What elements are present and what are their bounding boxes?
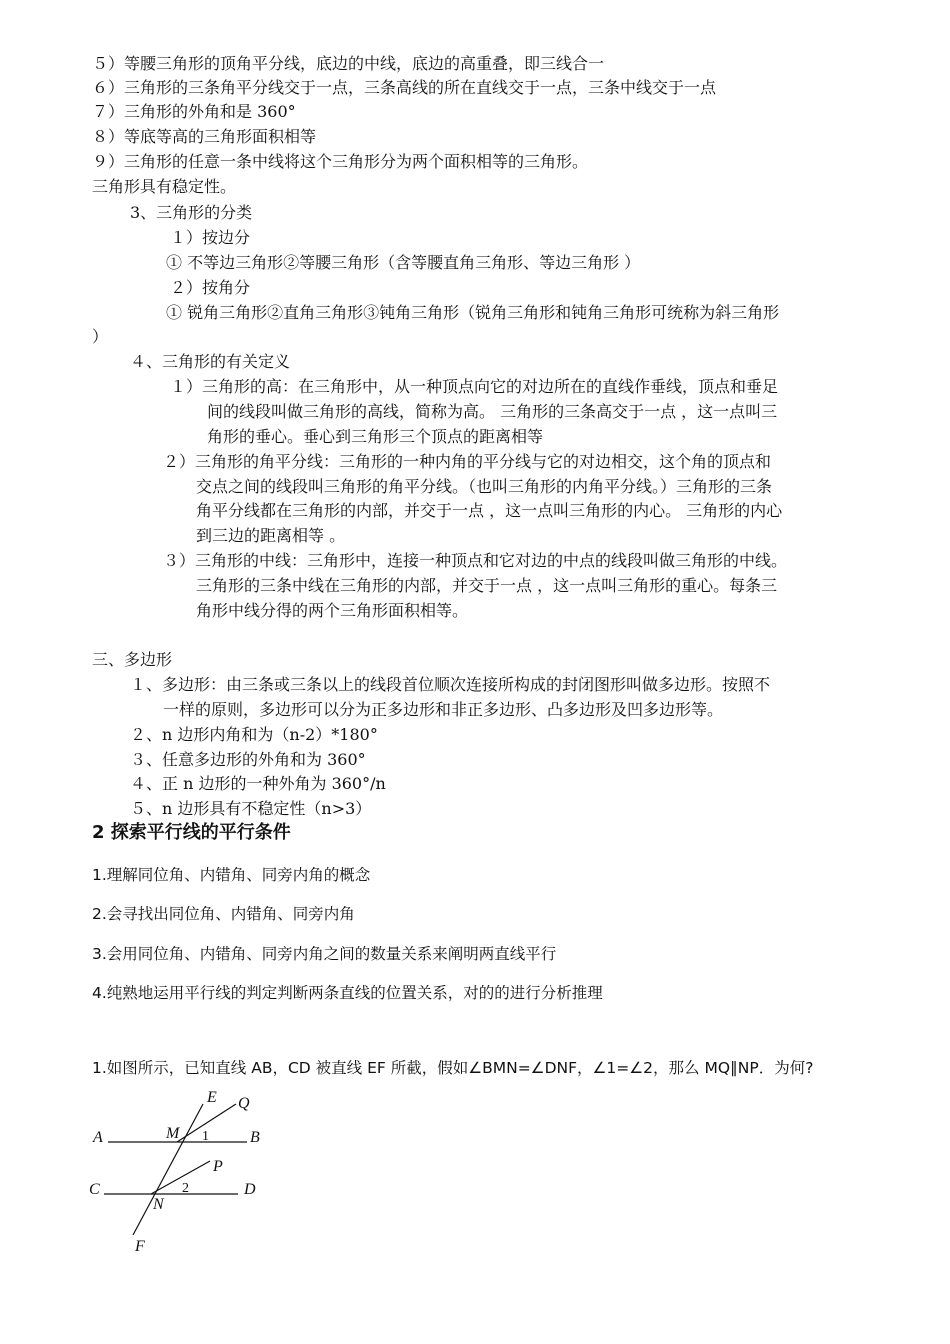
by-angle-close: ）	[92, 327, 109, 346]
polygon-definition: 一样的原则，多边形可以分为正多边形和非正多边形、凸多边形及凹多边形等。	[163, 700, 724, 719]
bisector-definition: 到三边的距离相等 。	[196, 526, 346, 545]
learning-goal: 1.理解同位角、内错角、同旁内角的概念	[92, 866, 371, 884]
by-side-items: ① 不等边三角形②等腰三角形（含等腰直角三角形、等边三角形 ）	[166, 253, 641, 272]
learning-goal: 4.纯熟地运用平行线的判定判断两条直线的位置关系，对的的进行分析推理	[92, 984, 603, 1002]
stability-text: 三角形具有稳定性。	[92, 177, 237, 196]
polygon-item: ２、n 边形内角和为（n-2）*180°	[130, 725, 378, 744]
altitude-definition: 间的线段叫做三角形的高线，简称为高。 三角形的三条高交于一点 ，这一点叫三	[207, 402, 778, 421]
list-item: ８）等底等高的三角形面积相等	[92, 127, 317, 146]
question-text: 1.如图所示，已知直线 AB，CD 被直线 EF 所截，假如∠BMN=∠DNF，∠1=∠2，那么 MQ∥NP．为何?	[92, 1059, 814, 1077]
median-definition: 三角形的三条中线在三角形的内部，并交于一点 ，这一点叫三角形的重心。每条三	[196, 576, 778, 595]
ray-np	[151, 1161, 210, 1194]
parallel-lines-figure	[80, 1085, 280, 1255]
list-item: ６）三角形的三条角平分线交于一点，三条高线的所在直线交于一点，三条中线交于一点	[92, 78, 717, 97]
label-d: D	[244, 1181, 256, 1198]
label-c: C	[89, 1181, 100, 1198]
learning-goal: 3.会用同位角、内错角、同旁内角之间的数量关系来阐明两直线平行	[92, 945, 557, 963]
median-definition: 角形中线分得的两个三角形面积相等。	[196, 601, 469, 620]
learning-goal: 2.会寻找出同位角、内错角、同旁内角	[92, 905, 355, 923]
label-angle-1: 1	[202, 1129, 209, 1144]
list-item: ５）等腰三角形的顶角平分线，底边的中线，底边的高重叠，即三线合一	[92, 54, 605, 73]
bisector-definition: ２）三角形的角平分线：三角形的一种内角的平分线与它的对边相交，这个角的顶点和	[163, 452, 772, 471]
polygon-item: ４、正 n 边形的一种外角为 360°/n	[130, 774, 386, 793]
polygon-title: 三、多边形	[92, 650, 173, 669]
bisector-definition: 交点之间的线段叫三角形的角平分线。（也叫三角形的内角平分线。）三角形的三条	[196, 477, 773, 496]
definitions-title: ４、三角形的有关定义	[130, 352, 291, 371]
label-f: F	[135, 1238, 145, 1255]
label-angle-2: 2	[182, 1181, 189, 1196]
polygon-definition: １、多边形：由三条或三条以上的线段首位顺次连接所构成的封闭图形叫做多边形。按照不	[130, 675, 771, 694]
by-side-label: １）按边分	[170, 228, 251, 247]
by-angle-label: ２）按角分	[170, 278, 251, 297]
label-m: M	[166, 1125, 180, 1142]
label-n: N	[153, 1196, 164, 1213]
bisector-definition: 角平分线都在三角形的内部，并交于一点 ，这一点叫三角形的内心。 三角形的内心	[196, 501, 783, 520]
polygon-item: ３、任意多边形的外角和为 360°	[130, 750, 366, 769]
list-item: ９）三角形的任意一条中线将这个三角形分为两个面积相等的三角形。	[92, 152, 589, 171]
line-ef	[133, 1104, 203, 1235]
altitude-definition: １）三角形的高：在三角形中，从一种顶点向它的对边所在的直线作垂线，顶点和垂足	[170, 377, 779, 396]
classification-title: 3、三角形的分类	[130, 203, 253, 222]
label-p: P	[213, 1158, 223, 1175]
label-a: A	[93, 1129, 103, 1146]
section-heading: 2 探索平行线的平行条件	[92, 822, 291, 843]
list-item: ７）三角形的外角和是 360°	[92, 102, 296, 121]
altitude-definition: 角形的垂心。垂心到三角形三个顶点的距离相等	[207, 427, 544, 446]
by-angle-items: ① 锐角三角形②直角三角形③钝角三角形（锐角三角形和钝角三角形可统称为斜三角形	[166, 303, 780, 322]
polygon-item: ５、n 边形具有不稳定性（n>3）	[130, 799, 372, 818]
label-b: B	[250, 1129, 260, 1146]
label-e: E	[207, 1089, 217, 1106]
median-definition: ３）三角形的中线：三角形中，连接一种顶点和它对边的中点的线段叫做三角形的中线。	[163, 551, 788, 570]
label-q: Q	[238, 1095, 250, 1112]
